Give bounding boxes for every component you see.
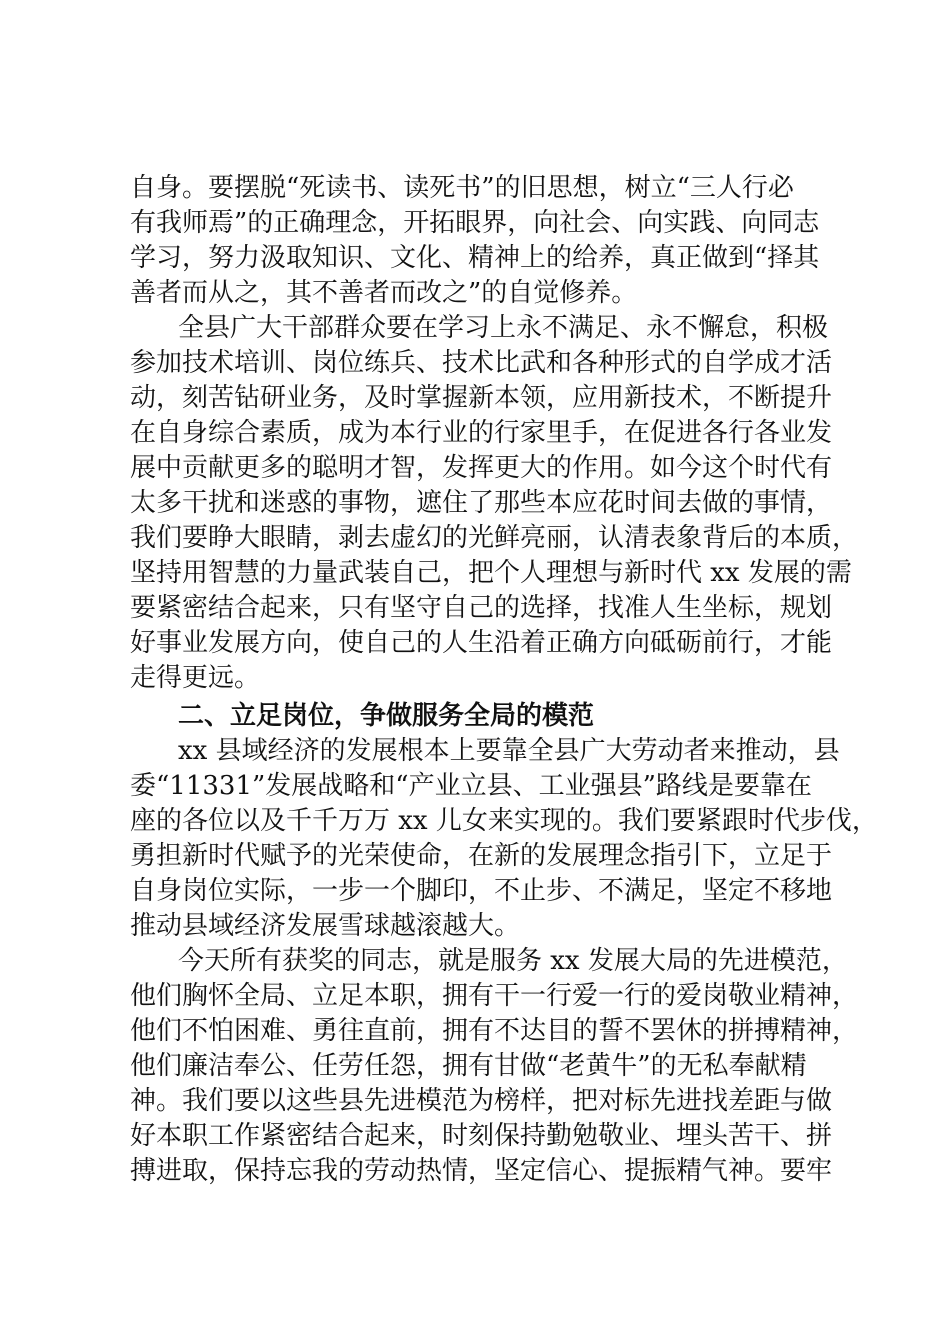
text-line: 他们不怕困难、勇往直前，拥有不达目的誓不罢休的拼搏精神，	[130, 1016, 859, 1046]
paragraph-start-line: xx 县域经济的发展根本上要靠全县广大劳动者来推动，县	[178, 736, 840, 766]
text-line: 神。我们要以这些县先进模范为榜样，把对标先进找差距与做	[130, 1086, 833, 1116]
paragraph-start-line: 今天所有获奖的同志，就是服务 xx 发展大局的先进模范，	[178, 946, 848, 976]
text-line: 动，刻苦钻研业务，及时掌握新本领，应用新技术，不断提升	[130, 383, 833, 413]
text-line: 他们胸怀全局、立足本职，拥有干一行爱一行的爱岗敬业精神，	[130, 981, 859, 1011]
text-line: 走得更远。	[130, 663, 261, 693]
text-line: 好事业发展方向，使自己的人生沿着正确方向砥砺前行，才能	[130, 628, 833, 658]
paragraph-start-line: 全县广大干部群众要在学习上永不满足、永不懈怠，积极	[178, 313, 829, 343]
text-line: 太多干扰和迷惑的事物，遮住了那些本应花时间去做的事情，	[130, 488, 833, 518]
text-line: 有我师焉”的正确理念，开拓眼界，向社会、向实践、向同志	[130, 208, 820, 238]
text-line: 展中贡献更多的聪明才智，发挥更大的作用。如今这个时代有	[130, 453, 833, 483]
text-line: 坚持用智慧的力量武装自己，把个人理想与新时代 xx 发展的需	[130, 558, 852, 588]
text-line: 要紧密结合起来，只有坚守自己的选择，找准人生坐标，规划	[130, 593, 833, 623]
text-line: 参加技术培训、岗位练兵、技术比武和各种形式的自学成才活	[130, 348, 833, 378]
text-line: 搏进取，保持忘我的劳动热情，坚定信心、提振精气神。要牢	[130, 1156, 833, 1186]
text-line: 善者而从之，其不善者而改之”的自觉修养。	[130, 278, 638, 308]
text-line: 自身。要摆脱“死读书、读死书”的旧思想，树立“三人行必	[130, 173, 794, 203]
text-line: 我们要睁大眼睛，剥去虚幻的光鲜亮丽，认清表象背后的本质，	[130, 523, 859, 553]
text-line: 在自身综合素质，成为本行业的行家里手，在促进各行各业发	[130, 418, 833, 448]
section-heading: 二、立足岗位，争做服务全局的模范	[178, 701, 595, 731]
text-line: 自身岗位实际，一步一个脚印，不止步、不满足，坚定不移地	[130, 876, 833, 906]
text-line: 好本职工作紧密结合起来，时刻保持勤勉敬业、埋头苦干、拼	[130, 1121, 833, 1151]
text-line: 他们廉洁奉公、任劳任怨，拥有甘做“老黄牛”的无私奉献精	[130, 1051, 807, 1081]
text-line: 座的各位以及千千万万 xx 儿女来实现的。我们要紧跟时代步伐，	[130, 806, 878, 836]
text-line: 推动县域经济发展雪球越滚越大。	[130, 911, 521, 941]
text-line: 学习，努力汲取知识、文化、精神上的给养，真正做到“择其	[130, 243, 820, 273]
text-line: 委“11331”发展战略和“产业立县、工业强县”路线是要靠在	[130, 771, 812, 801]
text-line: 勇担新时代赋予的光荣使命，在新的发展理念指引下，立足于	[130, 841, 833, 871]
